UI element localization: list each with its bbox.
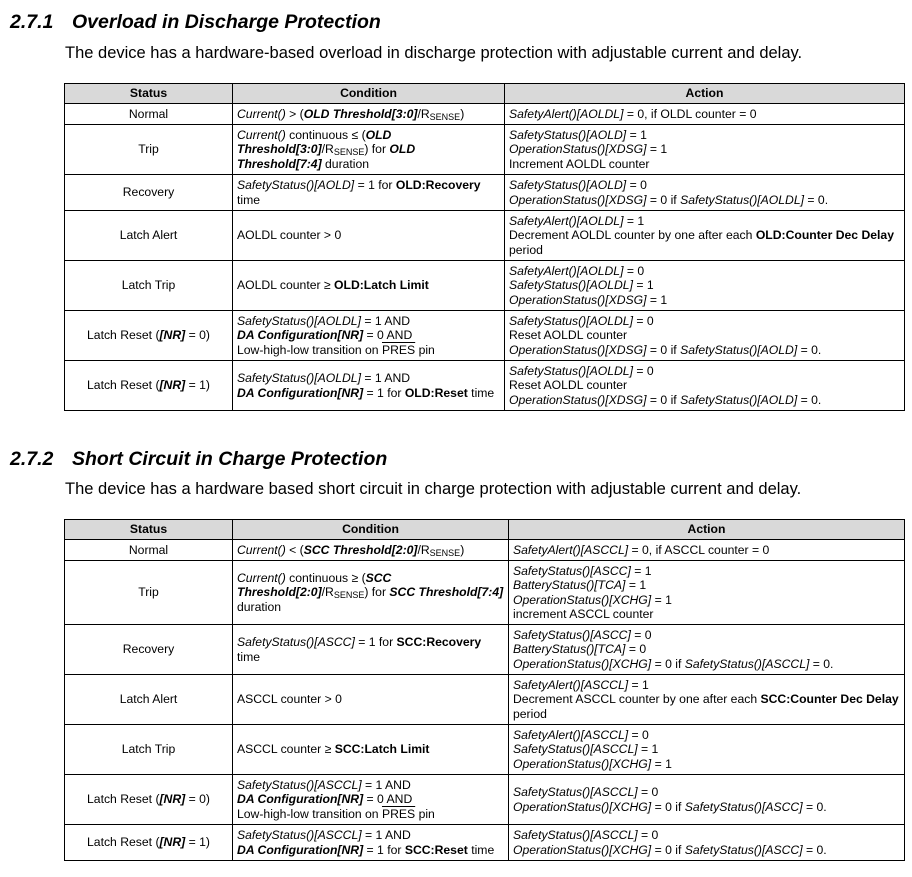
condition-cell xyxy=(233,540,509,561)
table-row xyxy=(65,775,905,825)
condition-line: SafetyStatus()[ASCC] = 1 for SCC:Recovery time xyxy=(237,635,482,664)
action-cell xyxy=(505,261,905,311)
section-intro: The device has a hardware-based overload in discharge protection with adjustable current and delay. xyxy=(65,44,803,62)
column-header-action: Action xyxy=(505,84,905,104)
action-line: Decrement ASCCL counter by one after each SCC:Counter Dec Delay period xyxy=(513,692,899,721)
action-line: OperationStatus()[XCHG] = 0 if SafetyStatus()[ASCCL] = 0. xyxy=(513,656,834,671)
action-line: OperationStatus()[XDSG] = 0 if SafetyStatus()[AOLD] = 0. xyxy=(509,342,822,357)
table-row xyxy=(65,104,905,125)
action-line: OperationStatus()[XCHG] = 0 if SafetyStatus()[ASCC] = 0. xyxy=(513,799,827,814)
section-number: 2.7.2 xyxy=(10,448,54,470)
table-row xyxy=(65,540,905,561)
condition-line: SafetyStatus()[AOLD] = 1 for OLD:Recovery time xyxy=(237,178,481,207)
condition-line: Current() continuous ≤ (OLD $Threshold[3:0]/R_{SENSE}$) for OLD Threshold[7:4] duration xyxy=(237,128,416,171)
table-row xyxy=(65,125,905,175)
condition-line: DA Configuration[NR] = 0 AND xyxy=(237,792,413,807)
action-line: OperationStatus()[XDSG] = 0 if SafetyStatus()[AOLD] = 0. xyxy=(509,392,822,407)
condition-line: DA Configuration[NR] = 1 for SCC:Reset time xyxy=(237,842,495,857)
condition-line: Current() continuous ≥ (SCC $Threshold[2:0]/R_{SENSE}$) for SCC Threshold[7:4] duration xyxy=(237,571,504,614)
action-line: SafetyAlert()[AOLDL] = 0 xyxy=(509,264,645,279)
action-line: SafetyAlert()[ASCCL] = 0, if ASCCL counter = 0 xyxy=(513,542,770,557)
action-line: Increment AOLDL counter xyxy=(509,156,650,171)
column-header-condition: Condition xyxy=(233,520,509,540)
action-cell xyxy=(505,211,905,261)
column-header-condition: Condition xyxy=(233,84,505,104)
table-row xyxy=(65,725,905,775)
condition-line: ASCCL counter ≥ SCC:Latch Limit xyxy=(237,742,430,757)
status-cell: Latch Reset ([NR] = 0) xyxy=(65,311,233,361)
overload-discharge-table xyxy=(64,83,905,411)
condition-cell xyxy=(233,311,505,361)
condition-line: DA Configuration[NR] = 1 for OLD:Reset time xyxy=(237,385,495,400)
action-line: BatteryStatus()[TCA] = 1 xyxy=(513,578,647,593)
condition-cell xyxy=(233,175,505,211)
condition-line: Low-high-low transition on PRES pin xyxy=(237,342,435,357)
condition-cell xyxy=(233,725,509,775)
status-cell: Trip xyxy=(65,561,233,625)
condition-line: SafetyStatus()[AOLDL] = 1 AND xyxy=(237,371,411,386)
table-row xyxy=(65,175,905,211)
action-line: SafetyStatus()[ASCCL] = 1 xyxy=(513,742,659,757)
table-row xyxy=(65,361,905,411)
action-line: Reset AOLDL counter xyxy=(509,378,628,393)
condition-cell xyxy=(233,625,509,675)
condition-line: AOLDL counter ≥ OLD:Latch Limit xyxy=(237,278,429,293)
action-cell xyxy=(505,175,905,211)
status-cell: Normal xyxy=(65,540,233,561)
condition-cell xyxy=(233,361,505,411)
status-cell: Latch Reset ([NR] = 1) xyxy=(65,361,233,411)
action-line: SafetyStatus()[AOLD] = 1 xyxy=(509,128,647,143)
action-cell xyxy=(505,361,905,411)
status-cell: Latch Reset ([NR] = 0) xyxy=(65,775,233,825)
table-row xyxy=(65,211,905,261)
action-line: OperationStatus()[XDSG] = 1 xyxy=(509,142,668,157)
action-cell xyxy=(509,675,905,725)
section-number: 2.7.1 xyxy=(10,11,54,33)
action-line: OperationStatus()[XCHG] = 1 xyxy=(513,592,672,607)
action-line: SafetyAlert()[AOLDL] = 0, if OLDL counter = 0 xyxy=(509,106,757,121)
condition-cell xyxy=(233,825,509,861)
condition-cell xyxy=(233,561,509,625)
condition-line: Current() < (SCC $Threshold[2:0]/R_{SENSE}$) xyxy=(237,542,465,558)
status-cell: Recovery xyxy=(65,625,233,675)
action-cell xyxy=(505,104,905,125)
action-line: Decrement AOLDL counter by one after each OLD:Counter Dec Delay period xyxy=(509,228,894,257)
status-cell: Latch Alert xyxy=(65,675,233,725)
action-cell xyxy=(509,825,905,861)
action-line: SafetyAlert()[ASCCL] = 1 xyxy=(513,678,649,693)
action-line: SafetyStatus()[ASCCL] = 0 xyxy=(513,785,659,800)
table-row xyxy=(65,625,905,675)
condition-cell xyxy=(233,104,505,125)
status-cell: Trip xyxy=(65,125,233,175)
condition-cell xyxy=(233,775,509,825)
action-cell xyxy=(509,625,905,675)
action-line: increment ASCCL counter xyxy=(513,606,654,621)
table-row xyxy=(65,561,905,625)
condition-cell xyxy=(233,675,509,725)
column-header-status: Status xyxy=(65,520,233,540)
short-circuit-charge-table xyxy=(64,519,905,861)
action-cell xyxy=(505,125,905,175)
action-line: SafetyAlert()[ASCCL] = 0 xyxy=(513,728,649,743)
condition-line: Current() > (OLD $Threshold[3:0]/R_{SENSE}$) xyxy=(237,106,465,122)
condition-line: ASCCL counter > 0 xyxy=(237,692,342,707)
condition-cell xyxy=(233,125,505,175)
action-line: SafetyStatus()[AOLDL] = 1 xyxy=(509,278,654,293)
status-cell: Latch Trip xyxy=(65,261,233,311)
status-cell: Latch Trip xyxy=(65,725,233,775)
table-header-row xyxy=(65,84,905,104)
action-line: BatteryStatus()[TCA] = 0 xyxy=(513,642,647,657)
action-line: SafetyStatus()[AOLDL] = 0 xyxy=(509,314,654,329)
condition-line: DA Configuration[NR] = 0 AND xyxy=(237,328,413,343)
condition-line: SafetyStatus()[AOLDL] = 1 AND xyxy=(237,314,411,329)
column-header-action: Action xyxy=(509,520,905,540)
section-title: Short Circuit in Charge Protection xyxy=(72,448,388,470)
status-cell: Recovery xyxy=(65,175,233,211)
action-line: OperationStatus()[XCHG] = 1 xyxy=(513,756,672,771)
action-cell xyxy=(509,775,905,825)
table-row xyxy=(65,261,905,311)
condition-line: Low-high-low transition on PRES pin xyxy=(237,806,435,821)
condition-cell xyxy=(233,211,505,261)
section-heading xyxy=(10,11,381,34)
table-row xyxy=(65,311,905,361)
table-header-row xyxy=(65,520,905,540)
action-line: SafetyStatus()[AOLDL] = 0 xyxy=(509,364,654,379)
action-line: OperationStatus()[XDSG] = 0 if SafetyStatus()[AOLDL] = 0. xyxy=(509,192,829,207)
action-line: SafetyStatus()[ASCC] = 0 xyxy=(513,628,652,643)
action-cell xyxy=(505,311,905,361)
condition-line: SafetyStatus()[ASCCL] = 1 AND xyxy=(237,778,411,793)
condition-line: SafetyStatus()[ASCCL] = 1 AND xyxy=(237,828,411,843)
action-line: OperationStatus()[XCHG] = 0 if SafetyStatus()[ASCC] = 0. xyxy=(513,842,827,857)
action-line: SafetyStatus()[ASCCL] = 0 xyxy=(513,828,659,843)
section-heading xyxy=(10,448,387,471)
action-cell xyxy=(509,540,905,561)
status-cell: Latch Alert xyxy=(65,211,233,261)
action-cell xyxy=(509,561,905,625)
status-cell: Normal xyxy=(65,104,233,125)
section-intro: The device has a hardware based short circuit in charge protection with adjustable current and delay. xyxy=(65,480,802,498)
action-line: SafetyAlert()[AOLDL] = 1 xyxy=(509,214,645,229)
condition-cell xyxy=(233,261,505,311)
column-header-status: Status xyxy=(65,84,233,104)
section-title: Overload in Discharge Protection xyxy=(72,11,381,33)
condition-line: AOLDL counter > 0 xyxy=(237,228,342,243)
action-line: SafetyStatus()[ASCC] = 1 xyxy=(513,563,652,578)
action-line: Reset AOLDL counter xyxy=(509,328,628,343)
table-row xyxy=(65,825,905,861)
table-row xyxy=(65,675,905,725)
action-line: SafetyStatus()[AOLD] = 0 xyxy=(509,178,647,193)
status-cell: Latch Reset ([NR] = 1) xyxy=(65,825,233,861)
action-line: OperationStatus()[XDSG] = 1 xyxy=(509,292,668,307)
action-cell xyxy=(509,725,905,775)
